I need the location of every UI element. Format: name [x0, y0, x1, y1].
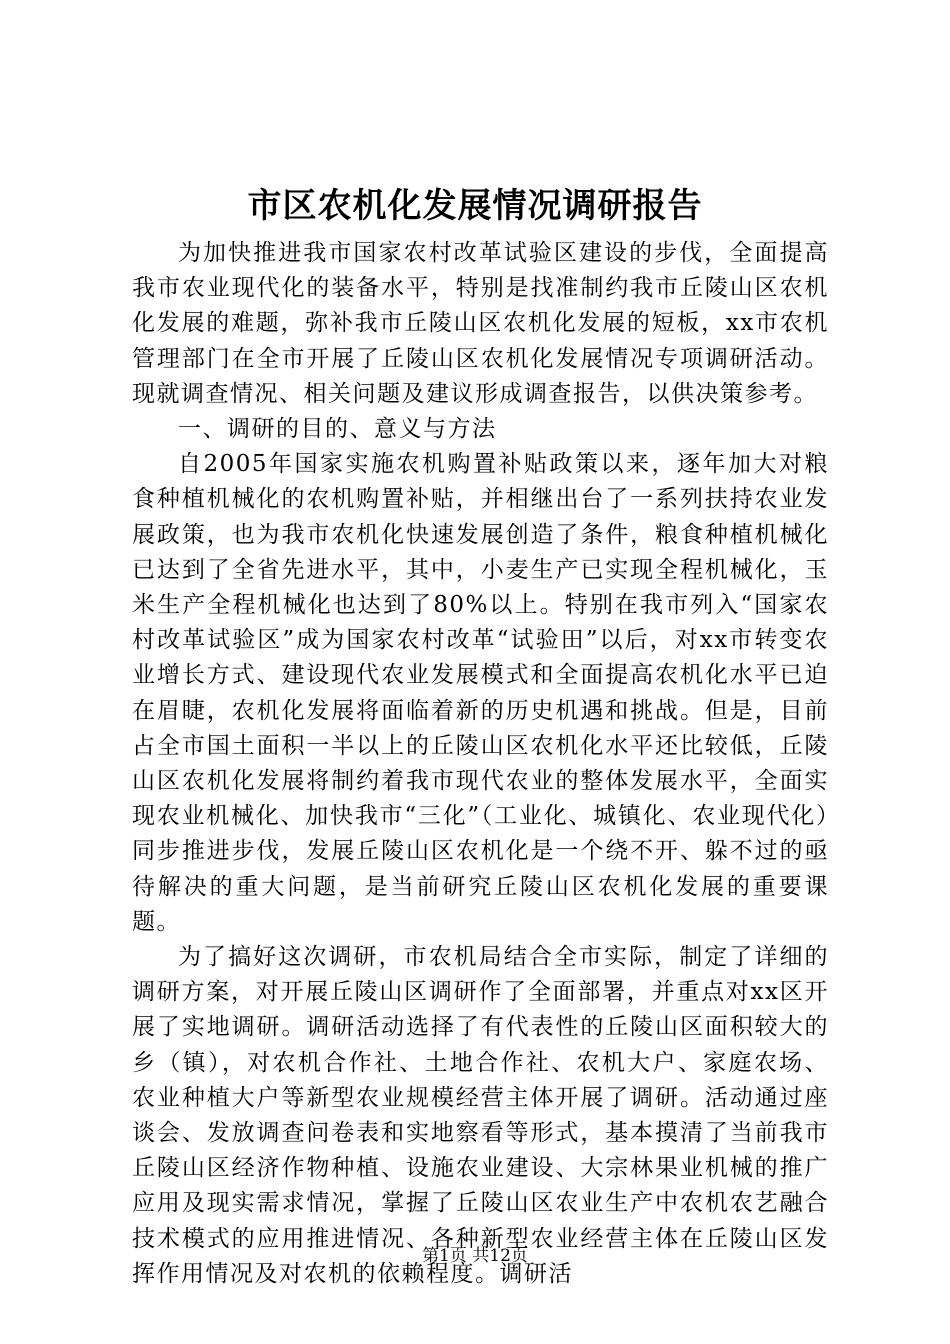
document-body — [132, 236, 829, 1292]
paragraph-background: 自2005年国家实施农机购置补贴政策以来，逐年加大对粮食种植机械化的农机购置补贴，并相继出台了一系列扶持农业发展政策，也为我市农机化快速发展创造了条件，粮食种植机械化已达到了全省先进水平，其中，小麦生产已实现全程机械化，玉米生产全程机械化也达到了80%以上。特别在我市列入“国家农村改革试验区”成为国家农村改革“试验田”以后，对xx市转变农业增长方式、建设现代农业发展模式和全面提高农机化水平已迫在眉睫，农机化发展将面临着新的历史机遇和挑战。但是，目前占全市国土面积一半以上的丘陵山区农机化水平还比较低，丘陵山区农机化发展将制约着我市现代农业的整体发展水平，全面实现农业机械化、加快我市“三化”（工业化、城镇化、农业现代化）同步推进步伐，发展丘陵山区农机化是一个绕不开、躲不过的亟待解决的重大问题，是当前研究丘陵山区农机化发展的重要课题。 — [132, 451, 829, 935]
paragraph-method: 为了搞好这次调研，市农机局结合全市实际，制定了详细的调研方案，对开展丘陵山区调研作了全面部署，并重点对xx区开展了实地调研。调研活动选择了有代表性的丘陵山区面积较大的乡（镇），对农机合作社、土地合作社、农机大户、家庭农场、农业种植大户等新型农业规模经营主体开展了调研。活动通过座谈会、发放调查问卷表和实地察看等形式，基本摸清了当前我市丘陵山区经济作物种植、设施农业建设、大宗林果业机械的推广应用及现实需求情况，掌握了丘陵山区农业生产中农机农艺融合技术模式的应用推进情况、各种新型农业经营主体在丘陵山区发挥作用情况及对农机的依赖程度。调研活 — [132, 944, 829, 1287]
document-title: 市区农机化发展情况调研报告 — [247, 186, 703, 226]
paragraph-intro: 为加快推进我市国家农村改革试验区建设的步伐，全面提高我市农业现代化的装备水平，特别是找准制约我市丘陵山区农机化发展的难题，弥补我市丘陵山区农机化发展的短板，xx市农机管理部门在全市开展了丘陵山区农机化发展情况专项调研活动。现就调查情况、相关问题及建议形成调查报告，以供决策参考。 — [132, 240, 829, 407]
page-footer: 第1页 共12页 — [422, 1246, 528, 1266]
section-heading: 一、调研的目的、意义与方法 — [178, 416, 497, 443]
